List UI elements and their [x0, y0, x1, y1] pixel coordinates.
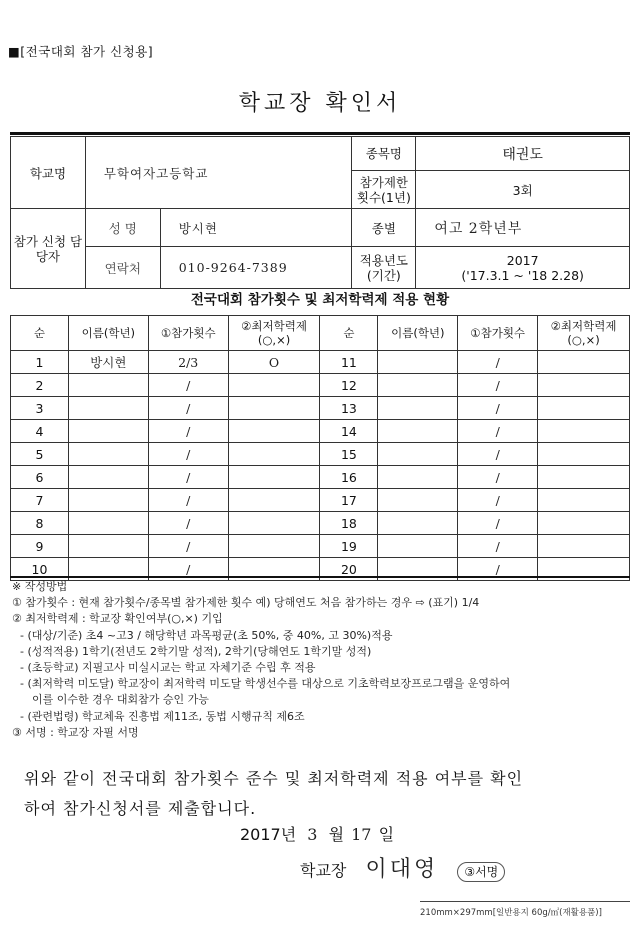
signature-stamp: ③서명: [457, 862, 505, 882]
table-row: [11, 397, 630, 420]
year-label: 적용년도 (기간): [352, 247, 416, 289]
note-item: ② 최저학력제 : 학교장 확인여부(○,×) 기입: [12, 612, 223, 626]
table-row: [11, 420, 630, 443]
cell-no: 2: [11, 374, 69, 397]
date-day-unit: 일: [378, 825, 395, 844]
cell-name: [378, 397, 458, 420]
cell-academic: [228, 466, 320, 489]
statement-line-1: 위와 같이 전국대회 참가횟수 준수 및 최저학력제 적용 여부를 확인: [24, 769, 524, 788]
school-label: 학교명: [11, 137, 86, 209]
cell-academic: [538, 397, 630, 420]
cell-no: 20: [320, 558, 378, 581]
cell-no: 15: [320, 443, 378, 466]
year-value: 2017: [506, 252, 539, 268]
cell-count: /: [148, 466, 228, 489]
cell-no: 3: [11, 397, 69, 420]
cell-count: /: [458, 558, 538, 581]
contact-value: 010-9264-7389: [160, 247, 352, 289]
header-count: ①참가횟수: [458, 316, 538, 351]
cell-no: 5: [11, 443, 69, 466]
date-month-unit: 월: [328, 825, 345, 844]
division-label: 종별: [352, 209, 416, 247]
cell-no: 18: [320, 512, 378, 535]
cell-name: [378, 351, 458, 374]
date-year: 2017년: [240, 825, 297, 844]
cell-count: /: [148, 535, 228, 558]
form-type-label: ■[전국대회 참가 신청용]: [8, 44, 154, 59]
cell-count: /: [458, 397, 538, 420]
cell-name: [68, 489, 148, 512]
participation-table: [10, 315, 630, 581]
cell-academic: [538, 535, 630, 558]
cell-name: [68, 443, 148, 466]
cell-academic: [228, 489, 320, 512]
division-value: 여고 2학년부: [416, 209, 630, 247]
note-item: - (대상/기준) 초4 ~고3 / 해당학년 과목평균(초 50%, 중 40%, 고 30%)적용: [20, 628, 393, 642]
name-label: 성 명: [85, 209, 160, 247]
cell-count: /: [148, 512, 228, 535]
note-heading: ※ 작성방법: [12, 580, 68, 593]
cell-academic: [538, 374, 630, 397]
table-title: 전국대회 참가횟수 및 최저학력제 적용 현황: [190, 292, 450, 308]
cell-name: [68, 374, 148, 397]
note-item: 이를 이수한 경우 대회참가 승인 가능: [32, 693, 209, 707]
cell-no: 10: [11, 558, 69, 581]
school-name: 무학여자고등학교: [85, 137, 352, 209]
cell-no: 17: [320, 489, 378, 512]
cell-academic: [228, 535, 320, 558]
cell-name: [378, 374, 458, 397]
cell-academic: [228, 397, 320, 420]
header-count: ①참가횟수: [148, 316, 228, 351]
cell-count: /: [148, 558, 228, 581]
note-item: ① 참가횟수 : 현재 참가횟수/종목별 참가제한 횟수 예) 당해연도 처음 참가하는 경우 ⇨ (표기) 1/4: [12, 596, 480, 610]
cell-academic: [228, 443, 320, 466]
cell-academic: [538, 351, 630, 374]
cell-count: /: [148, 443, 228, 466]
note-item: - (초등학교) 지필고사 미실시교는 학교 자체기준 수립 후 적용: [20, 661, 316, 675]
cell-no: 16: [320, 466, 378, 489]
cell-no: 7: [11, 489, 69, 512]
cell-no: 11: [320, 351, 378, 374]
date-month: 3: [307, 825, 318, 844]
cell-count: /: [458, 535, 538, 558]
cell-count: /: [148, 420, 228, 443]
cell-academic: [228, 420, 320, 443]
cell-name: [68, 466, 148, 489]
cell-name: 방시현: [68, 351, 148, 374]
cell-name: [68, 512, 148, 535]
date-day: 17: [351, 825, 372, 844]
cell-academic: [538, 489, 630, 512]
note-item: ③ 서명 : 학교장 자필 서명: [12, 725, 139, 739]
cell-count: /: [458, 420, 538, 443]
cell-name: [68, 420, 148, 443]
cell-no: 13: [320, 397, 378, 420]
cell-academic: [538, 512, 630, 535]
note-item: - (관련법령) 학교체육 진흥법 제11조, 동법 시행규칙 제6조: [20, 709, 305, 723]
header-academic: ②최저학력제 (○,×): [228, 316, 320, 351]
name-value: 방시현: [160, 209, 352, 247]
cell-count: /: [148, 374, 228, 397]
cell-count: /: [458, 512, 538, 535]
cell-count: /: [458, 443, 538, 466]
signature-line: [300, 852, 505, 883]
footer-rule: [420, 901, 630, 902]
cell-academic: [538, 443, 630, 466]
cell-no: 6: [11, 466, 69, 489]
cell-count: /: [148, 397, 228, 420]
table-row: [11, 443, 630, 466]
table-row: [11, 351, 630, 374]
cell-count: /: [458, 489, 538, 512]
note-item: - (성적적용) 1학기(전년도 2학기말 성적), 2학기(당해연도 1학기말 성적): [20, 644, 372, 658]
top-rule: [10, 132, 630, 135]
cell-name: [378, 420, 458, 443]
cell-name: [378, 443, 458, 466]
cell-no: 9: [11, 535, 69, 558]
paper-spec: 210mm×297mm[일반용지 60g/㎡(재활용품)]: [420, 908, 602, 918]
cell-academic: O: [228, 351, 320, 374]
cell-no: 19: [320, 535, 378, 558]
limit-value: 3회: [416, 171, 630, 209]
cell-no: 14: [320, 420, 378, 443]
applicant-label: 참가 신청 담당자: [11, 209, 86, 289]
cell-name: [68, 397, 148, 420]
event-value: 태권도: [416, 137, 630, 171]
cell-name: [378, 489, 458, 512]
cell-no: 4: [11, 420, 69, 443]
cell-count: 2/3: [148, 351, 228, 374]
header-name: 이름(학년): [68, 316, 148, 351]
cell-academic: [228, 374, 320, 397]
table-row: [11, 466, 630, 489]
table-row: [11, 489, 630, 512]
header-name: 이름(학년): [378, 316, 458, 351]
principal-signature: 이대영: [365, 857, 439, 882]
cell-academic: [538, 466, 630, 489]
cell-name: [378, 512, 458, 535]
cell-name: [68, 535, 148, 558]
cell-name: [378, 466, 458, 489]
header-no: 순: [11, 316, 69, 351]
cell-no: 12: [320, 374, 378, 397]
cell-academic: [228, 512, 320, 535]
event-label: 종목명: [352, 137, 416, 171]
cell-count: /: [458, 466, 538, 489]
cell-academic: [538, 420, 630, 443]
cell-name: [378, 535, 458, 558]
cell-no: 8: [11, 512, 69, 535]
cell-count: /: [458, 374, 538, 397]
cell-count: /: [458, 351, 538, 374]
mid-rule: [10, 576, 630, 578]
cell-no: 1: [11, 351, 69, 374]
table-row: [11, 512, 630, 535]
limit-label: 참가제한 횟수(1년): [352, 171, 416, 209]
statement-line-2: 하여 참가신청서를 제출합니다.: [24, 799, 257, 818]
table-row: [11, 535, 630, 558]
header-academic: ②최저학력제 (○,×): [538, 316, 630, 351]
year-cell: [416, 247, 630, 289]
instructions: [12, 579, 632, 741]
principal-label: 학교장: [300, 861, 347, 880]
cell-count: /: [148, 489, 228, 512]
date: [240, 822, 394, 845]
note-item: - (최저학력 미도달) 학교장이 최저학력 미도달 학생선수를 대상으로 기초학력보장프로그램을 운영하여: [20, 677, 511, 691]
contact-label: 연락처: [85, 247, 160, 289]
info-table: [10, 136, 630, 289]
document-title: 학교장 확인서: [238, 91, 402, 116]
header-no: 순: [320, 316, 378, 351]
period-value: ('17.3.1 ~ '18 2.28): [461, 267, 584, 283]
table-row: [11, 374, 630, 397]
